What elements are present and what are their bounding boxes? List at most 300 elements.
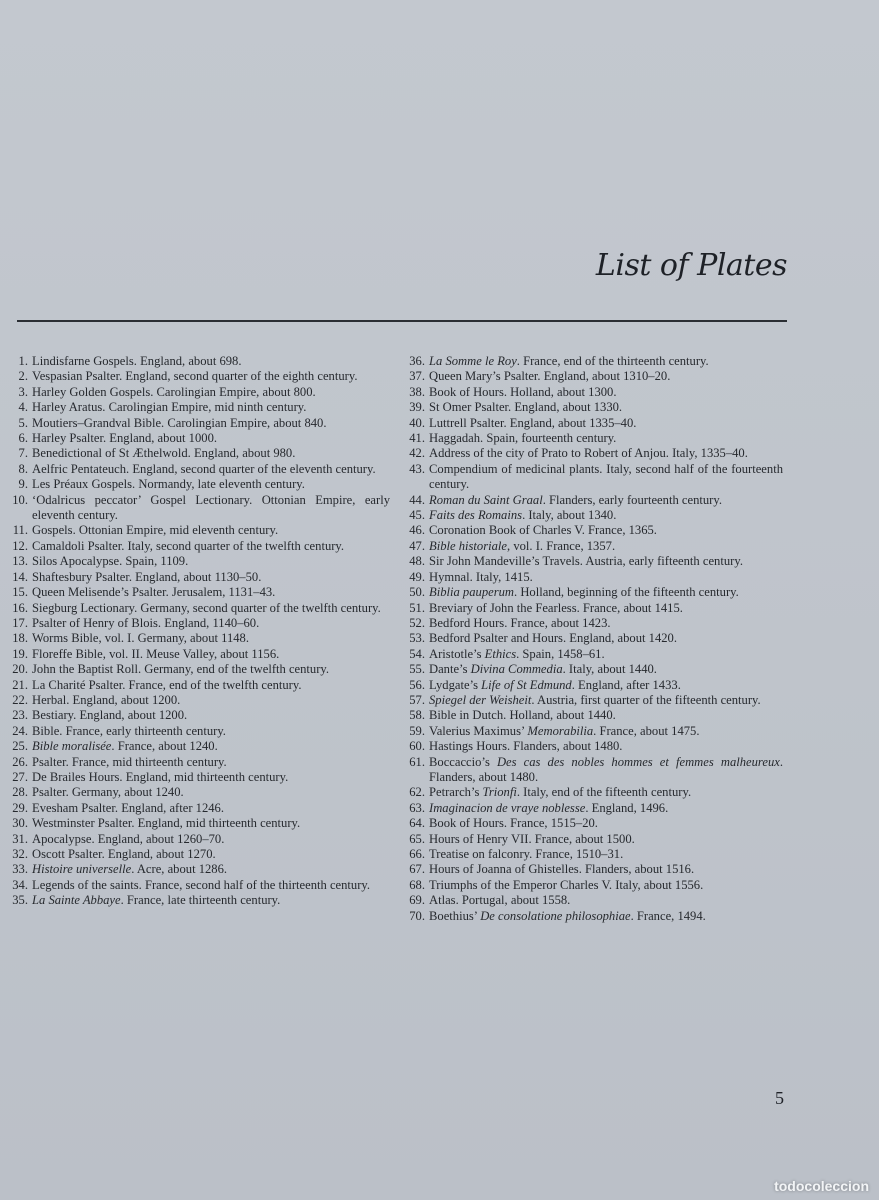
plate-text: Harley Golden Gospels. Carolingian Empire, about 800.	[32, 384, 316, 399]
plate-description	[32, 446, 295, 460]
plate-number: 70.	[409, 908, 425, 923]
plate-item	[405, 369, 783, 384]
plate-number: 66.	[409, 847, 425, 861]
plate-text: Shaftesbury Psalter. England, about 1130–50.	[32, 569, 262, 584]
plate-description	[32, 893, 280, 907]
plate-text: Benedictional of St Æthelwold. England, about 980.	[32, 446, 296, 461]
plate-title-italic: Imaginacion de vraye noblesse	[429, 800, 586, 815]
plate-number: 50.	[409, 585, 425, 600]
plate-item	[8, 878, 390, 893]
plate-item	[405, 385, 783, 400]
plate-text: Harley Aratus. Carolingian Empire, mid ninth century.	[32, 400, 307, 415]
plate-text: ‘Odalricus peccator’ Gospel Lectionary. Ottonian Empire, early eleventh century.	[32, 492, 390, 523]
plate-item	[405, 708, 783, 723]
plate-number: 21.	[12, 677, 28, 692]
plate-item	[405, 585, 783, 600]
plate-text: Lindisfarne Gospels. England, about 698.	[32, 354, 242, 368]
plate-text: Boccaccio’s	[429, 754, 497, 769]
plate-item	[405, 446, 783, 461]
plate-text: . Italy, about 1440.	[562, 662, 657, 677]
plate-item	[8, 416, 390, 431]
plate-title-italic: De consolatione philosophiae	[480, 908, 631, 923]
plate-item	[405, 755, 783, 786]
plate-text: Bedford Hours. France, about 1423.	[429, 615, 611, 630]
plates-column-left	[8, 354, 390, 909]
plate-item	[8, 431, 390, 446]
plate-text: Bestiary. England, about 1200.	[32, 708, 188, 723]
plate-description	[429, 647, 605, 661]
plate-description	[429, 862, 694, 876]
plate-text: . Austria, first quarter of the fifteenth century.	[531, 692, 761, 707]
plate-number: 46.	[409, 523, 425, 538]
plate-description	[32, 601, 381, 615]
plate-number: 45.	[409, 508, 425, 523]
plate-text: Siegburg Lectionary. Germany, second quarter of the twelfth century.	[32, 600, 381, 615]
plate-description	[429, 354, 709, 368]
plate-text: Floreffe Bible, vol. II. Meuse Valley, about 1156.	[32, 646, 280, 661]
plate-number: 52.	[409, 615, 425, 630]
plate-item	[8, 755, 390, 770]
plate-item	[405, 539, 783, 554]
plate-number: 2.	[18, 369, 28, 384]
plate-item	[8, 446, 390, 461]
plate-text: Compendium of medicinal plants. Italy, second half of the fourteenth century.	[429, 461, 783, 492]
plate-description	[32, 462, 376, 476]
plate-number: 48.	[409, 554, 425, 569]
plate-description	[429, 385, 617, 399]
plate-description	[429, 493, 722, 507]
plate-item	[8, 862, 390, 877]
plate-description	[429, 616, 611, 630]
plate-text: Valerius Maximus’	[429, 723, 528, 738]
plate-description	[429, 693, 761, 707]
plate-description	[32, 662, 329, 676]
plate-text: Queen Melisende’s Psalter. Jerusalem, 1131–43.	[32, 585, 276, 600]
plate-text: Hours of Joanna of Ghistelles. Flanders, about 1516.	[429, 862, 695, 877]
plate-item	[8, 724, 390, 739]
plate-number: 42.	[409, 446, 425, 461]
plate-number: 16.	[12, 600, 28, 615]
plate-text: Sir John Mandeville’s Travels. Austria, early fifteenth century.	[429, 554, 743, 569]
plate-title-italic: Life of St Edmund	[481, 677, 572, 692]
plate-text: Bible in Dutch. Holland, about 1440.	[429, 708, 616, 723]
plate-item	[405, 739, 783, 754]
plate-item	[405, 400, 783, 415]
plate-description	[429, 708, 616, 722]
plate-description	[429, 446, 748, 460]
plate-description	[32, 708, 187, 722]
plate-number: 5.	[18, 415, 28, 430]
plate-description	[32, 801, 224, 815]
plate-description	[32, 616, 259, 630]
plate-description	[32, 862, 227, 876]
plate-item	[8, 554, 390, 569]
plate-text: Bedford Psalter and Hours. England, about 1420.	[429, 631, 677, 646]
plate-description	[32, 570, 261, 584]
plate-description	[429, 785, 691, 799]
plate-text: Harley Psalter. England, about 1000.	[32, 431, 218, 446]
plate-description	[32, 354, 242, 368]
plate-description	[429, 739, 622, 753]
plate-description	[429, 801, 668, 815]
plate-text: Legends of the saints. France, second half of the thirteenth century.	[32, 877, 371, 892]
plate-description	[32, 785, 184, 799]
plate-text: . Italy, about 1340.	[522, 508, 617, 523]
plate-text: Book of Hours. Holland, about 1300.	[429, 384, 617, 399]
plate-description	[32, 477, 305, 491]
plate-description	[429, 462, 783, 491]
plate-text: Breviary of John the Fearless. France, about 1415.	[429, 600, 683, 615]
plate-number: 39.	[409, 400, 425, 415]
plate-number: 35.	[12, 893, 28, 908]
watermark: todocoleccion	[774, 1178, 869, 1194]
plate-number: 34.	[12, 877, 28, 892]
plate-description	[32, 585, 275, 599]
plate-number: 49.	[409, 569, 425, 584]
page-title: List of Plates	[595, 248, 787, 283]
plate-title-italic: Ethics	[484, 646, 517, 661]
plate-item	[405, 631, 783, 646]
plate-item	[8, 847, 390, 862]
plate-number: 55.	[409, 662, 425, 677]
plate-description	[429, 724, 700, 738]
plate-number: 20.	[12, 662, 28, 677]
plate-item	[405, 523, 783, 538]
plate-item	[8, 493, 390, 524]
plate-number: 38.	[409, 384, 425, 399]
plate-text: Aelfric Pentateuch. England, second quarter of the eleventh century.	[32, 461, 376, 476]
plate-title-italic: Biblia pauperum	[429, 585, 515, 600]
plate-item	[8, 400, 390, 415]
plate-description	[32, 400, 306, 414]
plate-number: 37.	[409, 369, 425, 384]
plate-item	[405, 785, 783, 800]
plate-item	[8, 385, 390, 400]
plate-text: Hours of Henry VII. France, about 1500.	[429, 831, 635, 846]
plate-text: Haggadah. Spain, fourteenth century.	[429, 431, 617, 446]
plate-item	[8, 678, 390, 693]
plate-description	[32, 631, 249, 645]
plate-text: . France, end of the thirteenth century.	[516, 354, 709, 368]
plate-description	[32, 693, 180, 707]
plate-description	[429, 431, 616, 445]
plate-description	[429, 508, 616, 522]
plate-number: 24.	[12, 723, 28, 738]
plate-description	[32, 878, 370, 892]
plate-item	[8, 477, 390, 492]
plate-number: 33.	[12, 862, 28, 877]
plate-text: Book of Hours. France, 1515–20.	[429, 816, 598, 831]
plate-text: . England, after 1433.	[571, 677, 681, 692]
plate-item	[405, 616, 783, 631]
plate-text: Coronation Book of Charles V. France, 1365.	[429, 523, 657, 538]
plate-number: 36.	[409, 354, 425, 368]
plate-description	[429, 400, 622, 414]
plate-item	[8, 693, 390, 708]
plate-number: 61.	[409, 754, 425, 769]
plate-description	[429, 893, 570, 907]
plate-item	[8, 785, 390, 800]
plate-number: 7.	[18, 446, 28, 461]
plate-description	[32, 647, 279, 661]
plate-item	[405, 678, 783, 693]
plate-description	[32, 385, 316, 399]
plate-number: 69.	[409, 893, 425, 908]
plate-item	[405, 554, 783, 569]
plate-title-italic: Des cas des nobles hommes et femmes malheureux	[496, 754, 780, 769]
plate-title-italic: Trionfi	[482, 785, 517, 800]
plate-item	[405, 647, 783, 662]
plate-text: Silos Apocalypse. Spain, 1109.	[32, 554, 189, 569]
plate-description	[32, 755, 227, 769]
plate-item	[405, 662, 783, 677]
plate-text: John the Baptist Roll. Germany, end of the twelfth century.	[32, 662, 330, 677]
plate-item	[405, 801, 783, 816]
plate-description	[429, 554, 743, 568]
plate-number: 67.	[409, 862, 425, 877]
plate-item	[405, 832, 783, 847]
plate-item	[8, 523, 390, 538]
plate-description	[32, 523, 278, 537]
plate-item	[8, 770, 390, 785]
plate-text: Vespasian Psalter. England, second quarter of the eighth century.	[32, 369, 358, 384]
plate-number: 6.	[18, 431, 28, 446]
plate-text: Les Préaux Gospels. Normandy, late eleventh century.	[32, 477, 305, 492]
plate-title-italic: Roman du Saint Graal	[429, 492, 543, 507]
plate-title-italic: Bible moralisée	[32, 739, 112, 754]
plate-item	[405, 354, 783, 369]
plate-text: . Acre, about 1286.	[131, 862, 228, 877]
plate-item	[8, 462, 390, 477]
plate-item	[8, 354, 390, 369]
plate-description	[429, 678, 681, 692]
plate-number: 15.	[12, 585, 28, 600]
plate-item	[8, 631, 390, 646]
plate-text: Lydgate’s	[429, 677, 482, 692]
plate-number: 53.	[409, 631, 425, 646]
plate-text: De Brailes Hours. England, mid thirteenth century.	[32, 769, 289, 784]
plate-text: . Flanders, about 1480.	[429, 754, 783, 784]
plate-item	[8, 893, 390, 908]
plate-text: Westminster Psalter. England, mid thirteenth century.	[32, 816, 301, 831]
plate-item	[405, 493, 783, 508]
plate-description	[32, 539, 344, 553]
plate-title-italic: Histoire universelle	[32, 862, 132, 877]
plate-number: 60.	[409, 739, 425, 754]
plate-description	[429, 631, 677, 645]
plate-item	[405, 570, 783, 585]
plate-number: 28.	[12, 785, 28, 800]
plate-description	[429, 662, 657, 676]
plate-text: Hymnal. Italy, 1415.	[429, 569, 533, 584]
plate-title-italic: Bible historiale	[429, 538, 508, 553]
plate-number: 19.	[12, 646, 28, 661]
plate-number: 31.	[12, 831, 28, 846]
plate-title-italic: La Sainte Abbaye	[32, 893, 121, 908]
plate-text: Evesham Psalter. England, after 1246.	[32, 800, 225, 815]
plate-number: 8.	[18, 461, 28, 476]
plate-item	[405, 508, 783, 523]
plate-number: 10.	[12, 492, 28, 507]
plate-text: La Charité Psalter. France, end of the twelfth century.	[32, 677, 302, 692]
plate-description	[32, 770, 288, 784]
plate-description	[429, 601, 683, 615]
plate-item	[8, 662, 390, 677]
plate-item	[8, 585, 390, 600]
plate-text: Address of the city of Prato to Robert of Anjou. Italy, 1335–40.	[429, 446, 748, 461]
plate-item	[8, 832, 390, 847]
plate-number: 1.	[18, 354, 28, 368]
plate-description	[429, 416, 636, 430]
plate-number: 56.	[409, 677, 425, 692]
plate-item	[8, 601, 390, 616]
plate-number: 30.	[12, 816, 28, 831]
plate-text: Moutiers–Grandval Bible. Carolingian Empire, about 840.	[32, 415, 327, 430]
plate-number: 64.	[409, 816, 425, 831]
plate-item	[405, 816, 783, 831]
plate-item	[405, 724, 783, 739]
plate-number: 22.	[12, 692, 28, 707]
plate-description	[32, 847, 216, 861]
plate-number: 62.	[409, 785, 425, 800]
plate-text: . England, 1496.	[585, 800, 669, 815]
plate-description	[429, 585, 739, 599]
plate-number: 25.	[12, 739, 28, 754]
plate-text: . Flanders, early fourteenth century.	[542, 492, 722, 507]
plate-text: Hastings Hours. Flanders, about 1480.	[429, 739, 623, 754]
plates-column-right	[405, 354, 783, 924]
plate-text: Luttrell Psalter. England, about 1335–40.	[429, 415, 637, 430]
plate-item	[405, 909, 783, 924]
plate-text: . Holland, beginning of the fifteenth century.	[514, 585, 739, 600]
plate-item	[8, 739, 390, 754]
plate-number: 57.	[409, 692, 425, 707]
plate-description	[32, 554, 188, 568]
plate-item	[405, 693, 783, 708]
plate-text: Psalter. France, mid thirteenth century.	[32, 754, 227, 769]
plate-number: 47.	[409, 538, 425, 553]
plate-description	[429, 909, 706, 923]
plate-text: Apocalypse. England, about 1260–70.	[32, 831, 225, 846]
plate-description	[32, 678, 302, 692]
plate-description	[429, 523, 657, 537]
plate-title-italic: Memorabilia	[527, 723, 594, 738]
plate-description	[32, 739, 218, 753]
plate-number: 13.	[12, 554, 28, 569]
plate-number: 54.	[409, 646, 425, 661]
plate-item	[8, 816, 390, 831]
plate-text: Boethius’	[429, 908, 481, 923]
plate-item	[8, 616, 390, 631]
plate-number: 41.	[409, 431, 425, 446]
plate-text: Petrarch’s	[429, 785, 483, 800]
plate-number: 4.	[18, 400, 28, 415]
plate-text: . France, 1494.	[630, 908, 706, 923]
plate-description	[429, 369, 670, 383]
plate-item	[405, 416, 783, 431]
plate-text: Atlas. Portugal, about 1558.	[429, 893, 571, 908]
plate-item	[405, 462, 783, 493]
plate-title-italic: Faits des Romains	[429, 508, 523, 523]
plate-number: 9.	[18, 477, 28, 492]
plate-item	[8, 708, 390, 723]
plate-number: 65.	[409, 831, 425, 846]
plate-item	[405, 601, 783, 616]
plate-text: Worms Bible, vol. I. Germany, about 1148.	[32, 631, 250, 646]
plate-title-italic: Spiegel der Weisheit	[429, 692, 532, 707]
plate-number: 40.	[409, 415, 425, 430]
plate-text: Treatise on falconry. France, 1510–31.	[429, 847, 624, 861]
plate-text: Queen Mary’s Psalter. England, about 1310–20.	[429, 369, 671, 384]
plate-text: , vol. I. France, 1357.	[507, 538, 616, 553]
plate-text: . Italy, end of the fifteenth century.	[516, 785, 692, 800]
plate-number: 3.	[18, 384, 28, 399]
plate-description	[429, 832, 635, 846]
plate-item	[405, 431, 783, 446]
plate-text: . France, about 1240.	[111, 739, 218, 754]
plate-number: 43.	[409, 461, 425, 476]
plate-number: 26.	[12, 754, 28, 769]
plate-number: 14.	[12, 569, 28, 584]
plate-text: Bible. France, early thirteenth century.	[32, 723, 226, 738]
plate-title-italic: Divina Commedia	[470, 662, 563, 677]
plate-description	[429, 570, 533, 584]
plate-text: . France, about 1475.	[593, 723, 700, 738]
plate-item	[8, 539, 390, 554]
plate-item	[405, 893, 783, 908]
plate-description	[32, 431, 217, 445]
plate-text: Oscott Psalter. England, about 1270.	[32, 847, 216, 861]
plate-text: . Spain, 1458–61.	[516, 646, 605, 661]
plate-description	[32, 416, 327, 430]
plate-item	[8, 801, 390, 816]
plate-text: Camaldoli Psalter. Italy, second quarter of the twelfth century.	[32, 538, 345, 553]
plate-text: . France, late thirteenth century.	[120, 893, 281, 908]
plate-text: Gospels. Ottonian Empire, mid eleventh century.	[32, 523, 279, 538]
plate-text: Aristotle’s	[429, 646, 485, 661]
plate-number: 23.	[12, 708, 28, 723]
plate-description	[429, 755, 783, 784]
plate-text: Dante’s	[429, 662, 471, 677]
plate-title-italic: La Somme le Roy	[429, 354, 517, 368]
plate-description	[429, 878, 703, 892]
plate-number: 63.	[409, 800, 425, 815]
plate-number: 44.	[409, 492, 425, 507]
plate-item	[405, 862, 783, 877]
plate-text: Triumphs of the Emperor Charles V. Italy, about 1556.	[429, 877, 704, 892]
plate-description	[32, 369, 357, 383]
plate-item	[8, 570, 390, 585]
plate-item	[405, 847, 783, 862]
plate-number: 32.	[12, 847, 28, 861]
plate-description	[429, 816, 598, 830]
plate-description	[32, 724, 226, 738]
plate-number: 59.	[409, 723, 425, 738]
plate-text: Psalter of Henry of Blois. England, 1140–60.	[32, 615, 260, 630]
plate-text: St Omer Psalter. England, about 1330.	[429, 400, 623, 415]
plate-number: 12.	[12, 538, 28, 553]
plate-number: 17.	[12, 615, 28, 630]
plate-number: 58.	[409, 708, 425, 723]
plate-text: Psalter. Germany, about 1240.	[32, 785, 184, 800]
plate-number: 51.	[409, 600, 425, 615]
plate-number: 29.	[12, 800, 28, 815]
title-rule	[17, 320, 787, 322]
plate-description	[32, 832, 224, 846]
plate-text: Herbal. England, about 1200.	[32, 692, 181, 707]
plate-description	[32, 816, 300, 830]
plate-description	[429, 847, 623, 861]
